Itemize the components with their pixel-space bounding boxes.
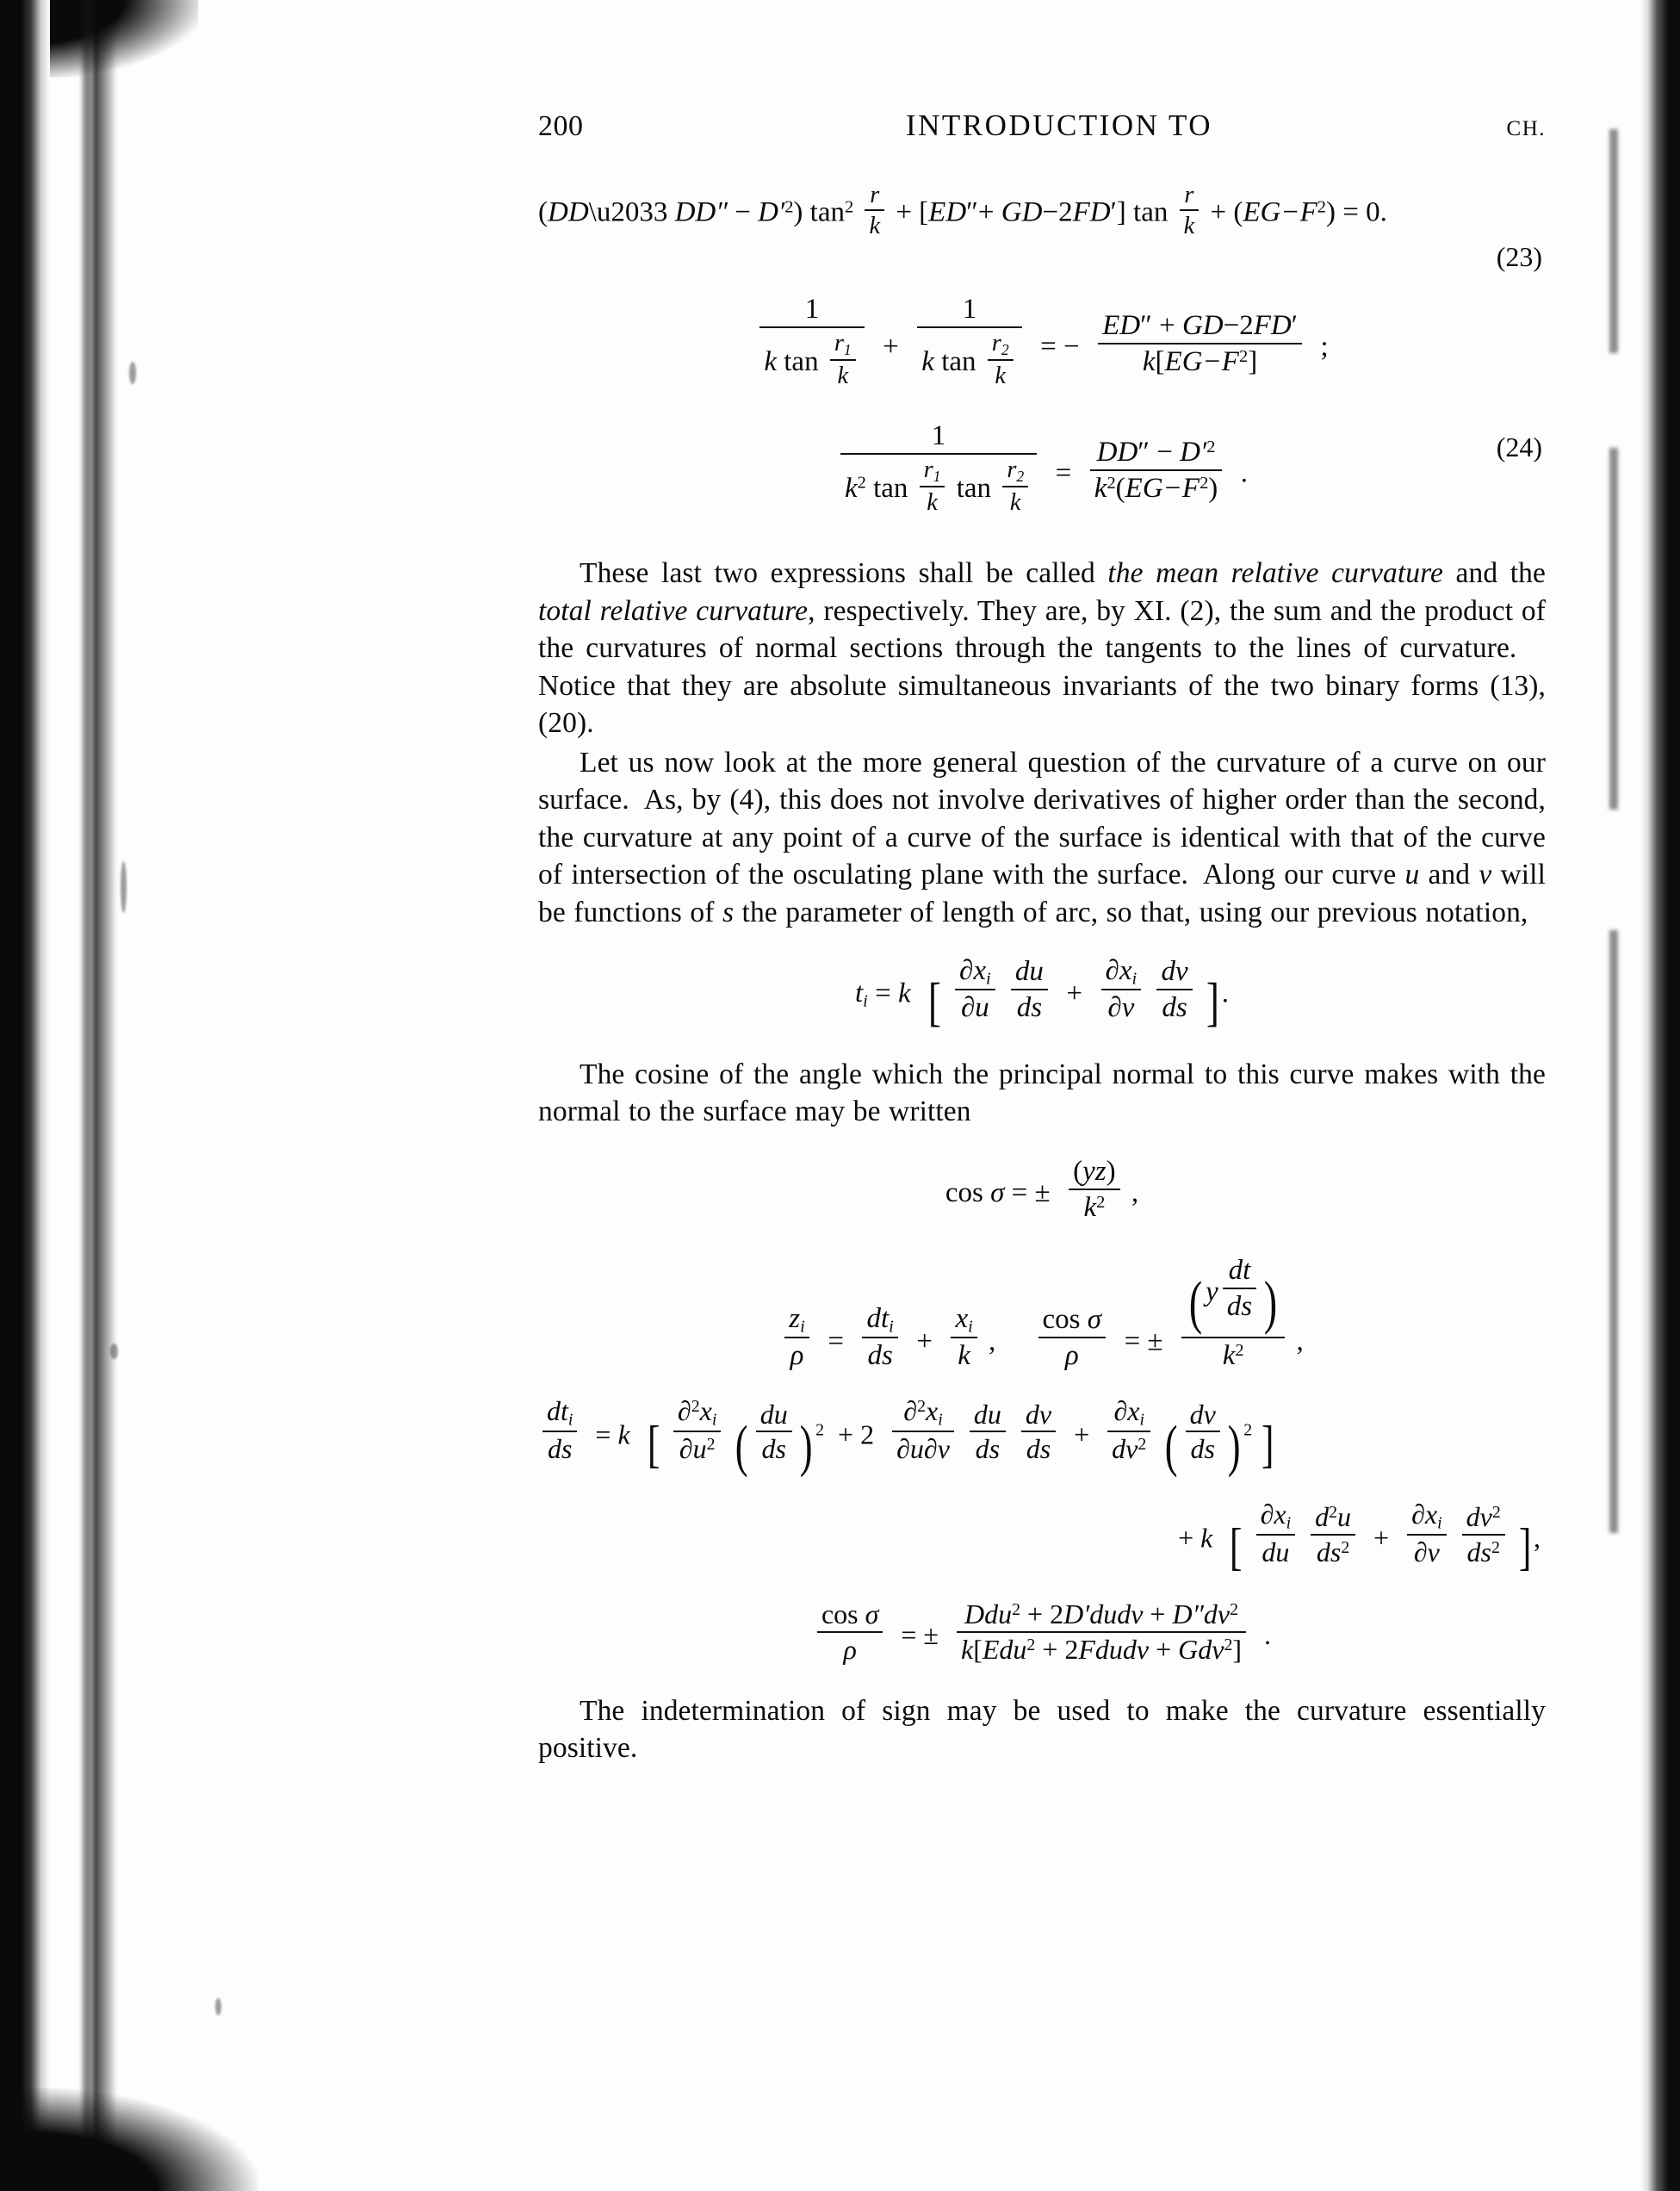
paragraph-mean-relative-curvature [538, 555, 1546, 742]
text-run: the parameter of length of arc, so that, using our previous notation, [734, 897, 1528, 929]
paragraph-general-question [538, 744, 1546, 932]
scan-artifact-bottom-left [0, 2088, 258, 2191]
scan-artifact-left-edge [0, 0, 50, 2191]
scan-artifact-right-edge [1640, 0, 1680, 2191]
page-number: 200 [538, 110, 584, 142]
text-run: Let us now look at the more general question of the curvature of a curve on our surface. As, by (4), this does not involve derivatives of higher order than the second, the curvature at any point of a curve of the surface is identical with that of the curve of intersection of the osculating plane with the surface. Along our curve [538, 746, 1546, 891]
scan-speck [1609, 930, 1618, 1533]
paragraph-indetermination [538, 1692, 1546, 1767]
scan-artifact-left-streak [93, 0, 115, 2191]
text-run: The indetermination of sign may be used to make the curvature essentially positive. [538, 1694, 1546, 1765]
text-run: The cosine of the angle which the principal normal to this curve makes with the normal to the surface may be written [538, 1058, 1546, 1128]
text-run: These last two expressions shall be called [580, 557, 1108, 590]
text-run-italic: s [722, 897, 735, 929]
text-run-italic: total relative curvature [538, 594, 809, 627]
text-run: , respectively. They are, by XI. (2), the sum and the product of the curvatures of normal sections through the tangents to the lines of curvature. Notice that they are absolute simultaneous invariants of the two binary forms (13), (20). [538, 594, 1546, 740]
equation-dti-ds-continued: + k [ $\frac{\partial x_i}{du}$ $\frac{d^2u}{ds^2}$ + $\frac{\partial x_i}{\partial v}$ $\frac{dv^2}{ds^2}$ ], [1178, 1498, 1541, 1577]
paragraph-cosine-angle [538, 1056, 1546, 1131]
equation-dti-ds: $\frac{dt_i}{ds}$ = k [ $\frac{\partial^2x_i}{\partial u^2}$ ( $\frac{du}{ds}$ ) $^2$ + 2 $\frac{\partial^2x_i}{\partial u\partial v}$ $\frac{du}{ds}$ $\frac{dv}{ds}$ + $\frac{\partial x_i}{dv^2}$ ( $\frac{dv}{ds}$ ) $^2$ ] [538, 1395, 1546, 1480]
page-content [538, 103, 1546, 1767]
equation-cos-sigma: cos σ = ± $\frac{(yz)}{k^2}$ , [945, 1156, 1139, 1223]
scan-artifact-left-streak-thin [83, 0, 93, 2177]
chapter-marker: CH. [1506, 117, 1546, 140]
equation-tangent-vector: $t_i = k$ [ $\frac{\partial x_i}{\partial u}$ $\frac{du}{ds}$ + $\frac{\partial x_i}{\partial v}$ $\frac{dv}{ds}$ ]. [854, 954, 1229, 1032]
equation-mean-curvature: 1 k tan $\frac{r_1}{k}$ + 1 k tan $\frac{r_2}{k}$ = − $\frac{ED'' + GD-2FD'}{k[EG-F^2]}$ ; [538, 293, 1546, 390]
equation-24: 1 $k^2$ tan $\frac{r_1}{k}$ tan $\frac{r_2}{k}$ = $\frac{DD'' - D'^2}{k^2(EG-F^2)}$ . (24) [538, 419, 1546, 517]
text-run: and [1419, 859, 1479, 891]
scan-speck [110, 1344, 118, 1359]
equation-23-number-row [538, 241, 1546, 288]
scan-speck [129, 362, 136, 384]
equation-curvature-final: $\frac{\text{cos σ}}{\rho}$ = ± $\frac{Ddu^2 + 2D'dudv + D''dv^2}{k[Edu^2 + 2Fdudv + Gdv^2]}$ . [538, 1598, 1546, 1667]
scan-speck [121, 861, 127, 913]
equation-23: (DD\u2033 $DD'' - D'^2$) $\tan^2$ $\frac{r}{k}$ + [ED″+ GD−2FD′] tan $\frac{r}{k}$ + $(EG-F^2) = 0$. [538, 182, 1387, 240]
text-run: and the [1442, 557, 1546, 590]
text-run-italic: v [1479, 859, 1492, 891]
equation-zi-rho: $\frac{z_i}{\rho}$ = $\frac{dt_i}{ds}$ + $\frac{x_i}{k}$ , $\frac{\text{cos σ}}{\rho}$ = ± ( y $\frac{dt}{ds}$ ) $k^2$ , [538, 1254, 1546, 1373]
equation-number: (24) [1496, 431, 1542, 463]
running-head-title: INTRODUCTION TO [905, 109, 1213, 142]
equation-number: (23) [1496, 240, 1542, 272]
scan-speck [1609, 448, 1618, 810]
scan-speck [215, 1998, 221, 2015]
running-head [538, 103, 1546, 153]
text-run-italic: the mean relative curvature [1107, 557, 1443, 590]
scan-speck [1609, 129, 1618, 353]
text-run-italic: u [1404, 859, 1420, 891]
text-run: will be functions of [538, 859, 1546, 929]
